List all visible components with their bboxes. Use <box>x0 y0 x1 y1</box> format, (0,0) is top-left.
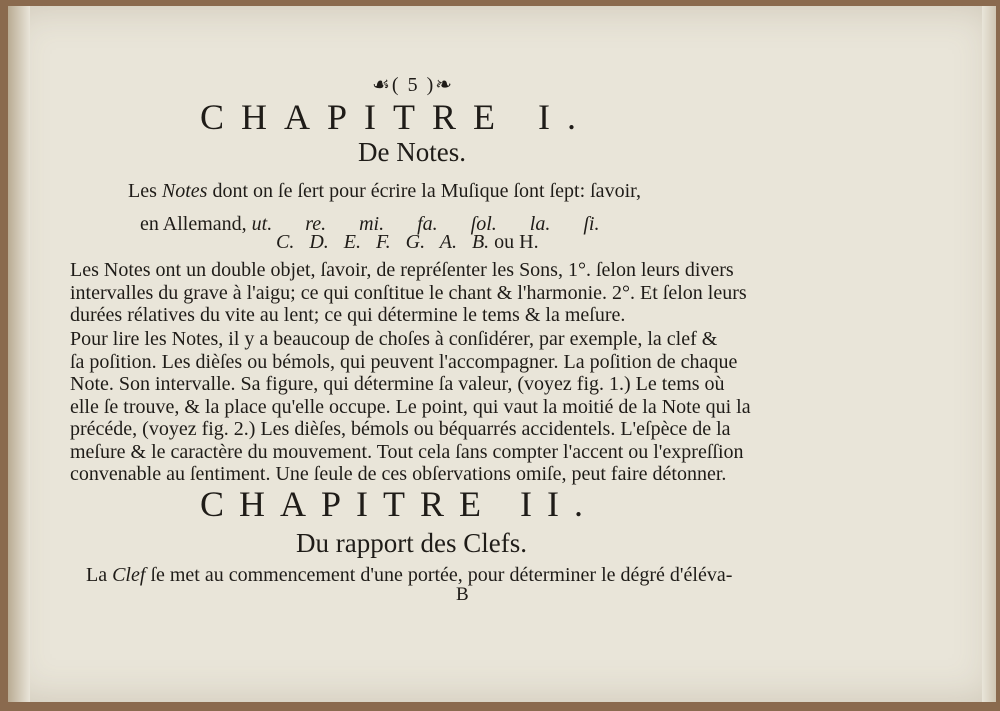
text-line: ſa poſition. Les dièſes ou bémols, qui peuvent l'accompagner. La poſition de chaque <box>70 350 738 373</box>
text-line: Note. Son intervalle. Sa figure, qui détermine ſa valeur, (voyez fig. 1.) Le tems où <box>70 373 725 395</box>
paragraph-2 <box>70 328 796 486</box>
chapter-1-title: CHAPITRE I. <box>200 97 593 137</box>
clef-word: Clef <box>112 564 146 586</box>
paragraph-1 <box>70 259 796 327</box>
text-line: convenable au ſentiment. Une ſeule de ces obſervations omiſe, peut faire détonner. <box>70 463 727 485</box>
letters-row <box>276 231 539 254</box>
text-line: Les Notes ont un double objet, ſavoir, de repréſenter les Sons, 1°. ſelon leurs divers <box>70 259 734 281</box>
clef-post: ſe met au commencement d'une portée, pour déterminer le dégré d'éléva- <box>145 564 733 586</box>
clef-pre: La <box>86 564 113 586</box>
intro-line <box>128 180 641 203</box>
page-edge <box>982 6 996 702</box>
clef-line <box>86 564 732 587</box>
page-gutter <box>8 6 30 702</box>
intro-post: dont on ſe ſert pour écrire la Muſique ſont ſept: ſavoir, <box>207 180 641 202</box>
text-line: Pour lire les Notes, il y a beaucoup de choſes à conſidérer, par exemple, la clef & <box>70 328 718 350</box>
text-line: meſure & le caractère du mouvement. Tout cela ſans compter l'accent ou l'expreſſion <box>70 440 744 463</box>
solfege-label: en Allemand, <box>140 213 247 235</box>
intro-pre: Les <box>128 180 162 202</box>
text-line: précéde, (voyez fig. 2.) Les dièſes, bémols ou béquarrés accidentels. L'eſpèce de la <box>70 418 731 440</box>
chapter-1-subtitle: De Notes. <box>358 137 466 167</box>
intro-notes: Notes <box>161 180 208 202</box>
note-letters: C. D. E. F. G. A. B. <box>276 231 490 253</box>
chapter-2-subtitle: Du rapport des Clefs. <box>296 528 527 558</box>
signature-mark: B <box>456 584 469 605</box>
text-line: elle ſe trouve, & la place qu'elle occupe. Le point, qui vaut la moitié de la Note qui la <box>70 395 751 418</box>
page-number: ☙( 5 )❧ <box>372 74 455 96</box>
text-line: durées rélatives du vite au lent; ce qui détermine le tems & la meſure. <box>70 304 626 326</box>
letters-tail: ou H. <box>489 231 539 253</box>
solfege-syllables: ut. re. mi. fa. ſol. la. ſi. <box>251 213 600 235</box>
chapter-2-title: CHAPITRE II. <box>200 484 598 524</box>
text-line: intervalles du grave à l'aigu; ce qui conſtitue le chant & l'harmonie. 2°. Et ſelon leurs <box>70 281 747 304</box>
